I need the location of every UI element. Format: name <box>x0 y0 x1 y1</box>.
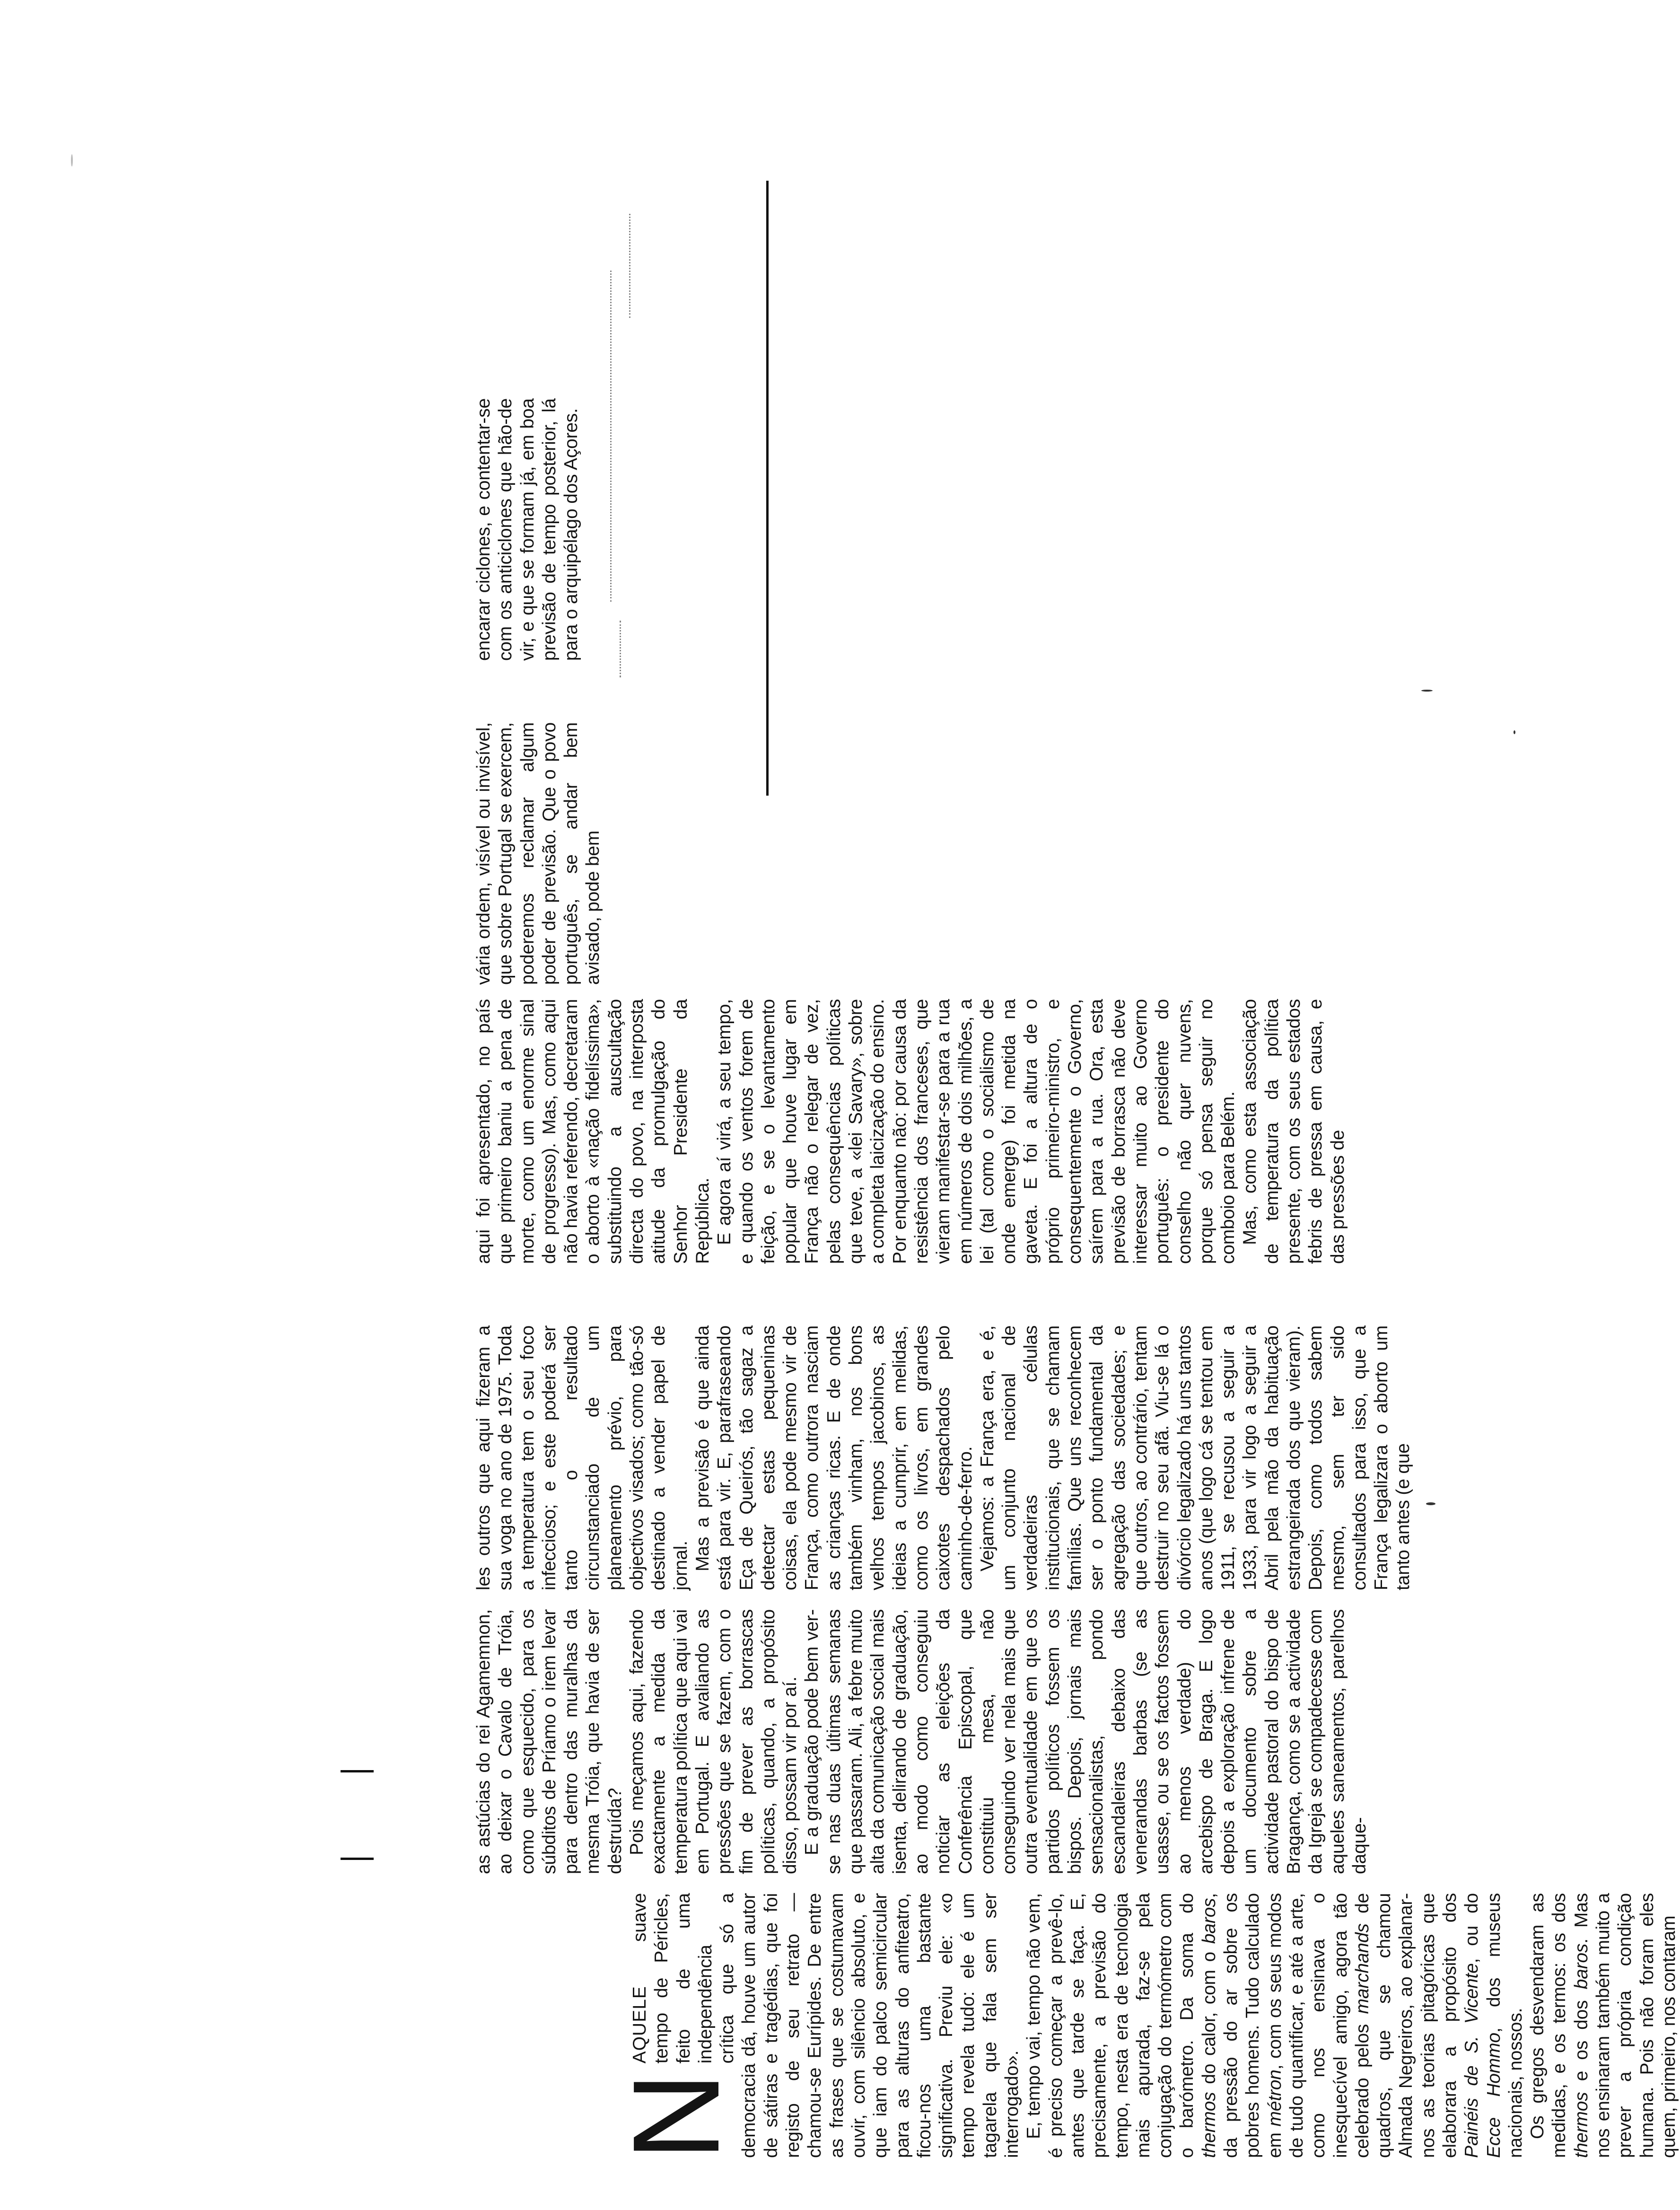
dotted-rule <box>620 621 621 677</box>
dotted-rule <box>629 214 630 318</box>
paragraph: aqui foi apresentado, no país que primeiro baniu a pena de morte, como um enorme sinal de progresso). Mas, como aqui não havia referendo, decretaram o aborto à «nação fidelíssima», substituindo a auscultação directa do povo, na interposta atitude da promulgação do Senhor Presidente da República. <box>473 999 713 1264</box>
paragraph: Vejamos: a França era, e é, um conjunto nacional de verdadeiras células institucionais, que se chamam famílias. Que uns reconhecem ser o ponto fundamental da agregação das sociedades; e que outros, ao contrário, tentam destruir no seu afã. Viu-se lá o divórcio legalizado há uns tantos anos (que logo cá se tentou em 1911, se recusou a seguir a 1933, para vir logo a seguir a Abril pela mão da habituação estrangeirada dos que vieram). Depois, como todos sabem mesmo, sem ter sido consultados para isso, que a França legalizara o aborto um tanto antes (e que <box>977 1325 1414 1590</box>
article-column-1 <box>608 1893 1680 2161</box>
scan-speck <box>1426 1502 1435 1505</box>
article-column-3 <box>473 1325 1415 1590</box>
paragraph: E, tempo vai, tempo não vem, é preciso começar a prevê-lo, antes que tarde se faça. E, precisamente, a previsão do tempo, nesta era de tecnologia mais apurada, faz-se pela conjugação do termómetro com o barómetro. Da soma do thermos do calor, com o baros, da pressão do ar sobre os pobres homens. Tudo calculado em métron, com os seus modos de tudo quantificar, e até a arte, como nos ensinava o inesquecível amigo, agora tão celebrado pelos marchands de quadros, que se chamou Almada Negreiros, ao explanar-nos as teorias pitagóricas que elaborara a propósito dos Painéis de S. Vicente, ou do Ecce Hommo, dos museus nacionais, nossos. <box>1024 1893 1526 2158</box>
paragraph: encarar ciclones, e contentar-se com os anticiclones que hão-de vir, e que se formam já, em boa previsão de tempo posterior, lá para o arquipélago dos Açores. <box>473 398 582 661</box>
column-divider-rule <box>766 181 769 796</box>
paragraph: E agora aí virá, a seu tempo, e quando os ventos forem de feição, e se o levantamento popular que houve lugar em França não o relegar de vez, pelas consequências políticas que teve, a «lei Savary», sobre a completa laicização do ensino. Por enquanto não: por causa da resistência dos franceses, que vieram manifestar-se para a rua em números de dois milhões, a lei (tal como o socialismo de onde emerge) foi metida na gaveta. E foi a altura de o próprio primeiro-ministro, e consequentemente o Governo, saírem para a rua. Ora, esta previsão de borrasca não deve interessar muito ao Governo português: o presidente do conselho não quer nuvens, porque só pensa seguir no comboio para Belém. <box>714 999 1239 1264</box>
scan-speck <box>1514 730 1515 734</box>
paragraph: E a graduação pode bem ver-se nas duas últimas semanas que passaram. Ali, a febre muito alta da comunicação social mais isenta, delirando de graduação, ao modo como conseguiu noticiar as eleições da Conferência Episcopal, que constituiu mesa, não conseguindo ver nela mais que outra eventualidade em que os partidos políticos fossem os bispos. Depois, jornais mais sensacionalistas, pondo escandaleiras debaixo das venerandas barbas (se as usasse, ou se os factos fossem ao menos verdade) do arcebispo de Braga. E logo depois a exploração infrene de um documento sobre a actividade pastoral do bispo de Bragança, como se a actividade da Igreja se compadecesse com aqueles saneamentos, parelhos daque- <box>802 1609 1370 1874</box>
paragraph: vária ordem, visível ou invisível, que sobre Portugal se exercem, poderemos reclamar algum poder de previsão. Que o povo português, se andar bem avisado, pode bem <box>473 722 604 985</box>
article-column-4 <box>473 999 1349 1264</box>
scan-speck <box>1421 690 1433 692</box>
paragraph: Mas, como esta associação de temperatura da política presente, com os seus estados febris de pressa em causa, e das pressões de <box>1240 999 1348 1264</box>
paragraph: Mas a previsão é que ainda está para vir. E, parafraseando Eça de Queirós, tão sagaz a detectar estas pequeninas coisas, ela pode mesmo vir de França, como outrora nasciam as crianças ricas. E de onde também vinham, nos bons velhos tempos jacobinos, as ideias a cumprir, em melidas, como os livros, em grandes caixotes despachados pelo caminho-de-ferro. <box>692 1325 976 1590</box>
article-column-6 <box>473 398 582 661</box>
paragraph: Pois meçamos aqui, fazendo exactamente a medida da temperatura política que aqui vai em Portugal. E avaliando as pressões que se fazem, com o fim de prever as borrascas políticas, quando, a propósito disso, possam vir por aí. <box>627 1609 801 1874</box>
article-column-2 <box>473 1609 1371 1874</box>
lead-paragraph <box>608 1893 1023 2161</box>
paragraph: as astúcias do rei Agamemnon, ao deixar o Cavalo de Tróia, como que esquecido, para os súbditos de Príamo o irem levar para dentro das muralhas da mesma Tróia, que havia de ser destruída? <box>473 1609 625 1874</box>
dotted-rule <box>610 271 612 602</box>
paragraph: les outros que aqui fizeram a sua voga no ano de 1975. Toda a temperatura tem o seu foco infeccioso; e este poderá ser tanto o resultado circunstanciado de um planeamento prévio, para objectivos visados; como tão-só destinado a vender papel de jornal. <box>473 1325 691 1590</box>
article-column-5 <box>473 722 604 985</box>
lead-text: suave tempo de Péricles, feito de uma independência crítica que só a democracia dá, houve um autor de sátiras e tragédias, que foi registo de seu retrato — chamou-se Eurípides. De entre as frases que se costumavam ouvir, com silêncio absoluto, e que iam do palco semicircular para as alturas do anfiteatro, ficou-nos uma bastante significativa. Previu ele: «o tempo revela tudo: ele é um tagarela que fala sem ser interrogado». <box>630 1893 1023 2158</box>
drop-cap: N <box>608 2072 745 2161</box>
decorative-bracket <box>341 1770 374 1860</box>
paragraph: Os gregos desvendaram as medidas, e os termos: os dos thermos e os dos baros. Mas nos ensinaram também muito a prever a própria condição humana. Pois não foram eles quem, primeiro, nos contaram <box>1527 1893 1679 2158</box>
lead-word: AQUELE <box>630 1986 650 2064</box>
scan-speck <box>71 154 73 167</box>
